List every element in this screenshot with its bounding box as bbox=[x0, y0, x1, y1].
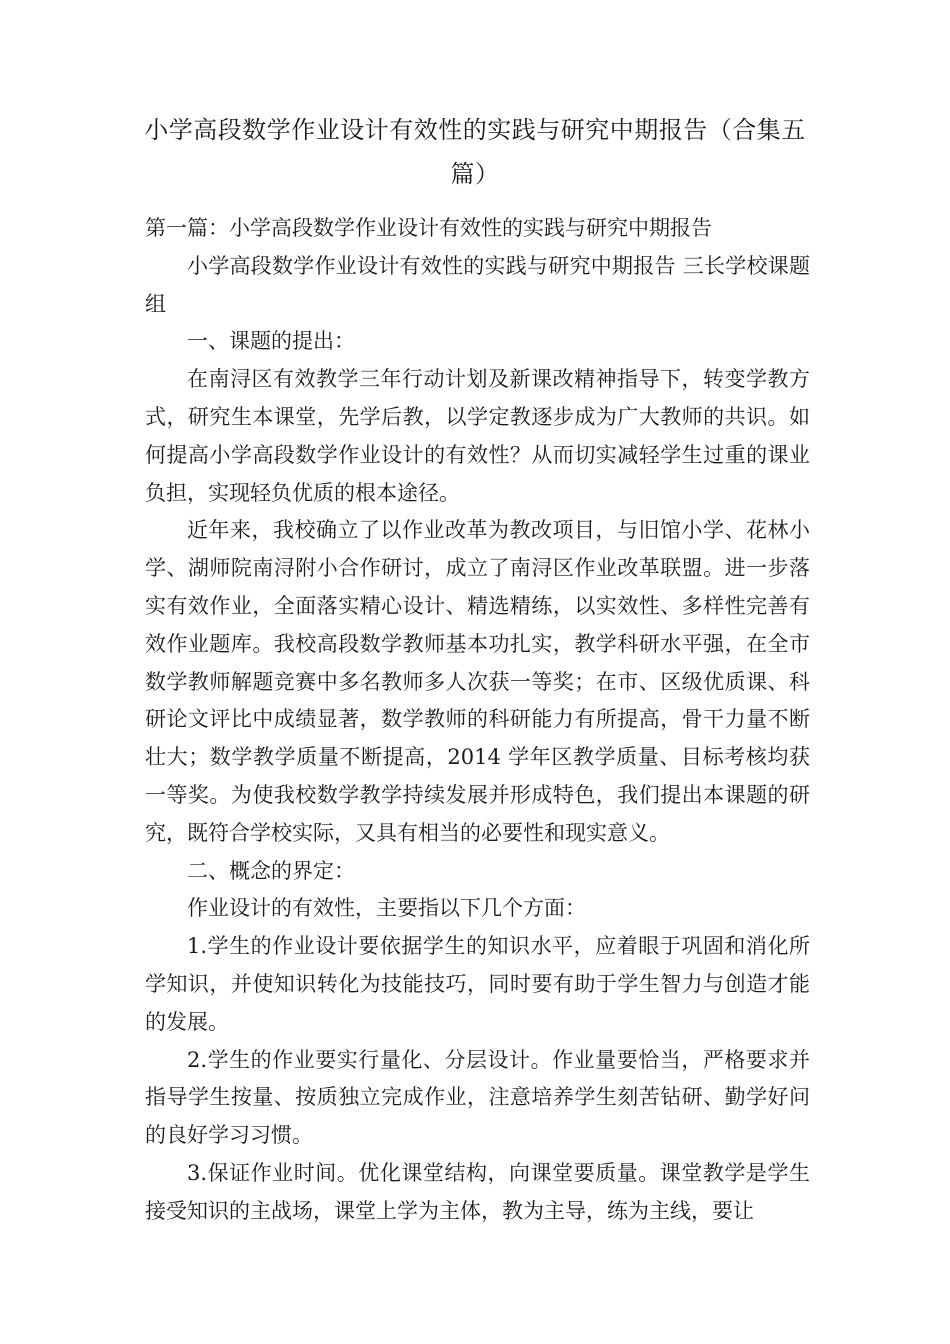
document-title: 小学高段数学作业设计有效性的实践与研究中期报告（合集五篇） bbox=[144, 116, 806, 188]
body-paragraph: 作业设计的有效性，主要指以下几个方面： bbox=[187, 896, 586, 921]
section-heading-2: 二、概念的界定： bbox=[187, 858, 355, 883]
body-paragraph: 在南浔区有效教学三年行动计划及新课改精神指导下，转变学教方式，研究生本课堂，先学后教，以学定教逐步成为广大教师的共识。如何提高小学高段数学作业设计的有效性？从而切实减轻学生过重的课业负担，实现轻负优质的根本途径。 bbox=[145, 367, 810, 505]
report-subtitle: 小学高段数学作业设计有效性的实践与研究中期报告 三长学校课题组 bbox=[145, 253, 810, 316]
list-item: 1.学生的作业设计要依据学生的知识水平，应着眼于巩固和消化所学知识，并使知识转化为技能技巧，同时要有助于学生智力与创造才能的发展。 bbox=[145, 934, 810, 1034]
document-body bbox=[145, 210, 810, 1231]
body-paragraph: 近年来，我校确立了以作业改革为教改项目，与旧馆小学、花林小学、湖师院南浔附小合作研讨，成立了南浔区作业改革联盟。进一步落实有效作业，全面落实精心设计、精选精练，以实效性、多样性完善有效作业题库。我校高段数学教师基本功扎实，教学科研水平强，在全市数学教师解题竞赛中多名教师多人次获一等奖；在市、区级优质课、科研论文评比中成绩显著，数学教师的科研能力有所提高，骨干力量不断壮大；数学教学质量不断提高，2014 学年区教学质量、目标考核均获一等奖。为使我校数学教学持续发展并形成特色，我们提出本课题的研究，既符合学校实际，又具有相当的必要性和现实意义。 bbox=[145, 518, 810, 845]
section-heading-part-one: 第一篇：小学高段数学作业设计有效性的实践与研究中期报告 bbox=[145, 216, 712, 240]
section-heading-1: 一、课题的提出： bbox=[187, 329, 355, 354]
list-item: 3.保证作业时间。优化课堂结构，向课堂要质量。课堂教学是学生接受知识的主战场，课堂上学为主体，教为主导，练为主线，要让 bbox=[145, 1160, 810, 1223]
list-item: 2.学生的作业要实行量化、分层设计。作业量要恰当，严格要求并指导学生按量、按质独立完成作业，注意培养学生刻苦钻研、勤学好问的良好学习习惯。 bbox=[145, 1047, 810, 1148]
